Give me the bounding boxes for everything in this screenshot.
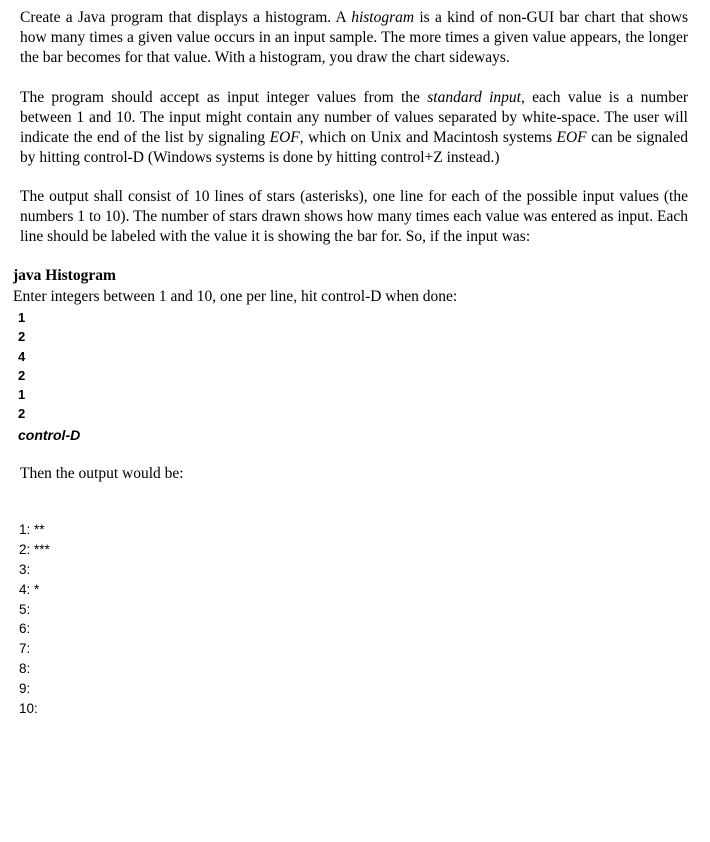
- example-output-line: 8:: [19, 661, 31, 677]
- example-prompt: Enter integers between 1 and 10, one per line, hit control-D when done:: [13, 288, 458, 305]
- input-text-4: can be signaled by hitting control-D (Windows systems is done by hitting control+Z instead.): [20, 129, 688, 166]
- then-text: Then the output would be:: [20, 465, 184, 482]
- example-output-line: 6:: [19, 621, 31, 637]
- example-input-value: 1: [18, 310, 26, 325]
- example-input-list: [18, 308, 25, 424]
- example-eof-label: control-D: [18, 427, 81, 443]
- example-input-value: 2: [18, 329, 26, 345]
- intro-text-2: is a kind of non-GUI bar chart that shows how many times a given value occurs in an input sample. The more times a given value appears, the longer the bar becomes for that value. With a histogram, you draw the chart sideways.: [20, 9, 689, 66]
- example-output-line: 3:: [19, 561, 31, 577]
- input-paragraph: [20, 88, 688, 168]
- input-emphasis-eof-2: EOF: [556, 129, 587, 146]
- example-input-value: 2: [18, 406, 26, 422]
- input-emphasis-eof-1: EOF: [269, 129, 300, 146]
- example-output-line: 4: *: [19, 581, 40, 597]
- example-output-line: 10:: [19, 701, 38, 717]
- intro-text-1: Create a Java program that displays a histogram. A: [20, 9, 352, 26]
- example-output-list: [19, 520, 50, 719]
- example-input-value: 4: [18, 348, 26, 364]
- input-text-2: , each value is a number between 1 and 10. The input might contain any number of values separated by white-space. The user will indicate the end of the list by signaling: [20, 89, 688, 146]
- example-input-value: 2: [18, 367, 26, 383]
- example-output-line: 1: **: [19, 522, 45, 537]
- example-output-line: 7:: [19, 641, 31, 657]
- example-output-line: 9:: [19, 681, 31, 697]
- example-command: java Histogram: [13, 267, 116, 284]
- example-output-line: 2: ***: [19, 541, 50, 557]
- example-input-value: 1: [18, 387, 26, 403]
- intro-emphasis-histogram: histogram: [351, 9, 415, 26]
- input-text-3: , which on Unix and Macintosh systems: [299, 129, 557, 146]
- input-emphasis-standard-input: standard input: [427, 89, 521, 106]
- intro-paragraph: [20, 8, 688, 68]
- example-output-line: 5:: [19, 601, 31, 617]
- input-text-1: The program should accept as input integer values from the: [20, 89, 428, 106]
- output-paragraph: The output shall consist of 10 lines of stars (asterisks), one line for each of the possible input values (the numbers 1 to 10). The number of stars drawn shows how many times each value was entered as input. Each line should be labeled with the value it is showing the bar for. So, if the input was:: [20, 188, 688, 245]
